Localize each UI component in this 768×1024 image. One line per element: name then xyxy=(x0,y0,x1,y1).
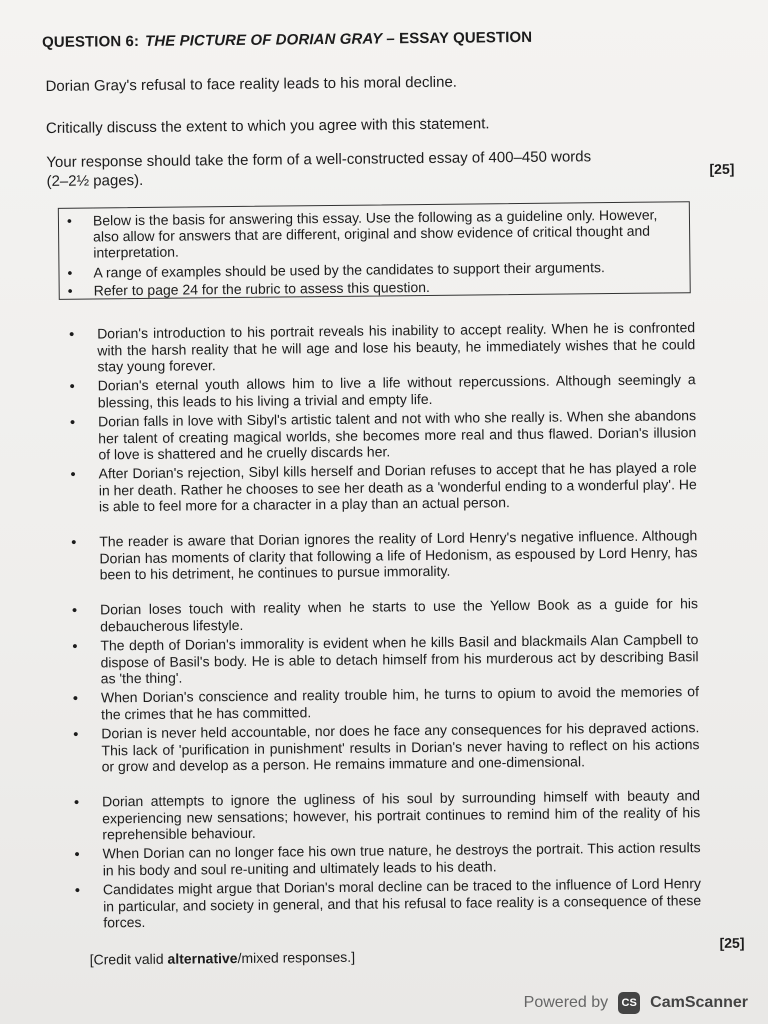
bullet-icon: • xyxy=(66,212,72,229)
heading-prefix: QUESTION 6: xyxy=(42,32,140,51)
list-item xyxy=(62,595,702,635)
credit-bold: alternative xyxy=(167,950,238,967)
answer-points-list xyxy=(59,319,702,931)
point-text: Candidates might argue that Dorian's moral decline can be traced to the influence of Lord Henry in particular, and society in general, and that his refusal to face reality is a consequence of these forces. xyxy=(102,875,702,931)
point-text: The depth of Dorian's immorality is evident when he kills Basil and blackmails Alan Campbell to dispose of Basil's body. He is able to detach himself from his murderous act by describing Basil as 'the thing'. xyxy=(100,631,699,687)
point-text: Dorian loses touch with reality when he starts to use the Yellow Book as a guide for his debaucherous lifestyle. xyxy=(99,595,699,635)
point-text: When Dorian's conscience and reality trouble him, he turns to opium to avoid the memories of the crimes that he has committed. xyxy=(100,683,700,723)
heading-title: THE PICTURE OF DORIAN GRAY xyxy=(144,30,383,50)
question-marks: [25] xyxy=(709,160,735,178)
credit-close: /mixed responses.] xyxy=(237,948,356,967)
list-item xyxy=(61,527,701,583)
powered-by-text: Powered by xyxy=(523,994,609,1011)
camscanner-watermark xyxy=(524,992,748,1014)
question-heading xyxy=(42,29,532,51)
bullet-icon: • xyxy=(74,881,80,898)
bullet-icon: • xyxy=(69,413,76,430)
point-text: Dorian falls in love with Sibyl's artistic talent and not with who she really is. When she abandons her talent of creating magical worlds, she becomes more real and thus flawed. Dorian's illusion of love is shattered and he cruelly discards her. xyxy=(97,407,697,463)
list-item xyxy=(64,787,704,843)
format-line-2: (2–2½ pages). xyxy=(46,171,144,190)
point-text: Dorian's introduction to his portrait reveals his inability to accept reality. When he is confronted with the harsh reality that he will age and lose his beauty, he immediately wishes that he could stay young forever. xyxy=(97,319,696,375)
essay-statement: Dorian Gray's refusal to face reality leads to his moral decline. xyxy=(45,73,458,95)
bullet-icon: • xyxy=(73,725,79,742)
guideline-text: Below is the basis for answering this essay. Use the following as a guideline only. However, also allow for answers that are different, original and show evidence of critical thought and interpretation. xyxy=(92,206,658,261)
camscanner-brand: CamScanner xyxy=(650,994,748,1011)
bullet-icon: • xyxy=(73,793,80,810)
bullet-icon: • xyxy=(70,465,76,482)
bullet-icon: • xyxy=(71,601,78,618)
point-text: Dorian's eternal youth allows him to live a life without repercussions. Although seemingly a blessing, this leads to his living a trivial and empty life. xyxy=(97,371,696,411)
bullet-icon: • xyxy=(72,637,78,654)
memo-document xyxy=(42,27,745,968)
bullet-icon: • xyxy=(69,377,75,394)
format-line-1: Your response should take the form of a well-constructed essay of 400–450 words xyxy=(46,148,592,171)
bullet-icon: • xyxy=(71,533,77,550)
point-text: When Dorian can no longer face his own true nature, he destroys the portrait. This action results in his body and soul re-uniting and ultimately leads to his death. xyxy=(102,839,701,879)
guideline-item xyxy=(59,206,679,261)
final-marks: [25] xyxy=(719,934,745,951)
point-text: Dorian is never held accountable, nor does he face any consequences for his depraved actions. This lack of 'purification in punishment' results in Dorian's never having to reflect on his actions or grow and develop as a person. He remains immature and one-dimensional. xyxy=(101,719,700,775)
bullet-icon: • xyxy=(67,282,73,299)
list-item xyxy=(59,319,699,375)
point-text: The reader is aware that Dorian ignores the reality of Lord Henry's negative influence. Although Dorian has moments of clarity that following a life of Hedonism, as espoused by Lord Henry, has been to his detriment, he continues to pursue immorality. xyxy=(99,527,698,583)
credit-open: [Credit valid xyxy=(89,950,168,968)
point-text: Dorian attempts to ignore the ugliness of his soul by surrounding himself with beauty and experiencing new sensations; however, his portrait continues to remind him of the reality of his reprehensible behaviour. xyxy=(101,787,701,843)
guideline-text: Refer to page 24 for the rubric to assess this question. xyxy=(93,278,430,299)
essay-instruction: Critically discuss the extent to which you agree with this statement. xyxy=(45,115,490,137)
bullet-icon: • xyxy=(72,689,78,706)
point-text: After Dorian's rejection, Sibyl kills herself and Dorian refuses to accept that he has played a role in her death. Rather he chooses to see her death as a 'wonderful ending to a wonderful play'. He is able to feel more for a character in a play than an actual person. xyxy=(98,459,697,515)
bullet-icon: • xyxy=(74,845,80,862)
bullet-icon: • xyxy=(67,264,73,281)
bullet-icon: • xyxy=(69,325,75,342)
camscanner-logo-icon: CS xyxy=(618,992,640,1014)
heading-suffix: – ESSAY QUESTION xyxy=(386,28,533,48)
credit-note xyxy=(90,949,356,968)
guideline-text: A range of examples should be used by the candidates to support their arguments. xyxy=(93,259,605,281)
guideline-box xyxy=(58,201,691,300)
